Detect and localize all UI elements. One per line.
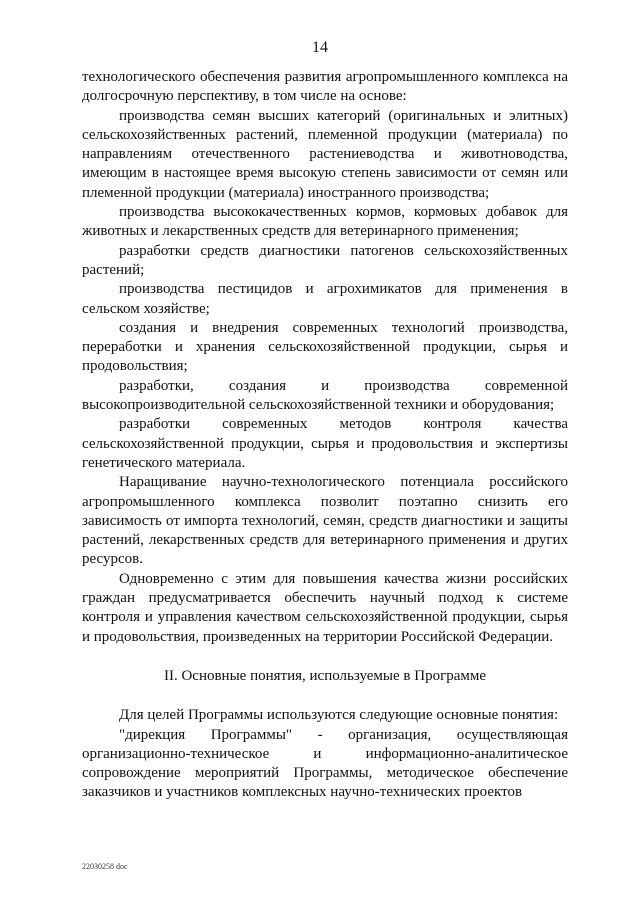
- paragraph: разработки средств диагностики патогенов сельскохозяйственных растений;: [82, 242, 568, 278]
- paragraph: технологического обеспечения развития агропромышленного комплекса на долгосрочную перспективу, в том числе на основе:: [82, 69, 568, 105]
- paragraph: Для целей Программы используются следующие основные понятия:: [119, 707, 559, 724]
- paragraph: Одновременно с этим для повышения качества жизни российских граждан предусматривается обеспечить научный подход к системе контроля и управления качеством сельскохозяйственной продукции, сырья и продовольствия, произведенных на территории Российской Федерации.: [82, 570, 568, 645]
- paragraph: разработки, создания и производства современной высокопроизводительной сельскохозяйственной техники и оборудования;: [82, 377, 568, 414]
- paragraph: разработки современных методов контроля качества сельскохозяйственной продукции, сырья и продовольствия и экспертизы генетического материала.: [82, 416, 568, 471]
- document-code: 22030258 doc: [82, 862, 128, 871]
- paragraph: создания и внедрения современных технологий производства, переработки и хранения сельскохозяйственной продукции, сырья и продовольствия;: [82, 319, 568, 375]
- paragraph: производства семян высших категорий (оригинальных и элитных) сельскохозяйственных растений, племенной продукции (материала) по направлениям отечественного растениеводства и животноводства, имеющим в настоящее время высокую степень зависимости от семян или племенной продукции (материала) иностранного производства;: [82, 107, 568, 201]
- paragraph: производства пестицидов и агрохимикатов для применения в сельском хозяйстве;: [82, 281, 568, 317]
- paragraph: "дирекция Программы" - организация, осуществляющая организационно-техническое и информационно-аналитическое сопровождение мероприятий Программы, методическое обеспечение заказчиков и участников комплексных научно-технических проектов: [82, 726, 568, 801]
- paragraph: производства высококачественных кормов, кормовых добавок для животных и лекарственных средств для ветеринарного применения;: [82, 204, 568, 240]
- document-body: [82, 68, 568, 803]
- page-number: 14: [312, 39, 328, 56]
- paragraph: Наращивание научно-технологического потенциала российского агропромышленного комплекса позволит поэтапно снизить его зависимость от импорта технологий, семян, средств диагностики и защиты растений, лекарственных средств для ветеринарного применения и других ресурсов.: [82, 474, 568, 568]
- section-heading: II. Основные понятия, используемые в Программе: [163, 667, 487, 684]
